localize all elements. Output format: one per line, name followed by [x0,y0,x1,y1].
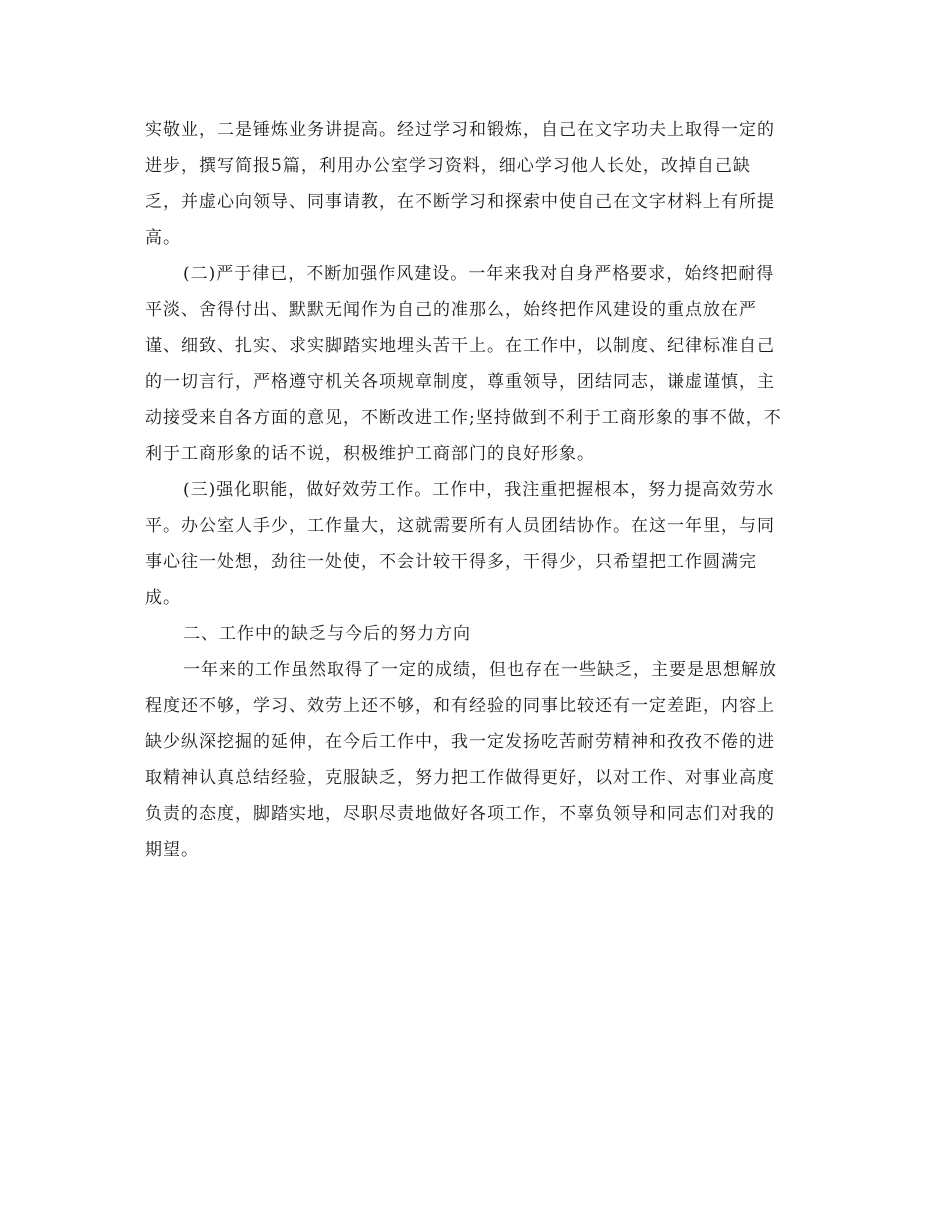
text-line: (二)严于律已，不断加强作风建设。一年来我对自身严格要求，始终把耐得 [183,264,775,284]
document-body [145,112,810,868]
text-line: 谨、细致、扎实、求实脚踏实地埋头苦干上。在工作中，以制度、纪律标准自己 [145,336,775,356]
text-line: 平淡、舍得付出、默默无闻作为自己的准那么，始终把作风建设的重点放在严 [145,300,757,320]
text-line: 事心往一处想，劲往一处使，不会计较干得多，干得少，只希望把工作圆满完 [145,552,757,572]
paragraph-shortcomings [145,652,810,868]
text-line: 利于工商形象的话不说，积极维护工商部门的良好形象。 [145,444,595,464]
text-line: 进步，撰写简报5篇，利用办公室学习资料，细心学习他人长处，改掉自己缺 [145,156,751,176]
heading-line: 二、工作中的缺乏与今后的努力方向 [183,624,471,644]
paragraph-work-style [145,256,810,472]
text-line: 乏，并虚心向领导、同事请教，在不断学习和探索中使自己在文字材料上有所提 [145,192,775,212]
text-line: 的一切言行，严格遵守机关各项规章制度，尊重领导，团结同志，谦虚谨慎，主 [145,372,775,392]
paragraph-writing-skills [145,112,810,256]
text-line: 程度还不够，学习、效劳上还不够，和有经验的同事比较还有一定差距，内容上 [145,696,775,716]
text-line: 平。办公室人手少，工作量大，这就需要所有人员团结协作。在这一年里，与同 [145,516,775,536]
text-line: 期望。 [145,840,199,860]
paragraph-service [145,472,810,616]
text-line: 成。 [145,588,181,608]
text-line: 一年来的工作虽然取得了一定的成绩，但也存在一些缺乏，主要是思想解放 [183,660,777,680]
section-heading [145,616,810,652]
text-line: 动接受来自各方面的意见，不断改进工作;坚持做到不利于工商形象的事不做，不 [145,408,782,428]
text-line: 缺少纵深挖掘的延伸，在今后工作中，我一定发扬吃苦耐劳精神和孜孜不倦的进 [145,732,775,752]
text-line: 高。 [145,228,181,248]
text-line: 负责的态度，脚踏实地，尽职尽责地做好各项工作，不辜负领导和同志们对我的 [145,804,775,824]
text-line: 实敬业，二是锤炼业务讲提高。经过学习和锻炼，自己在文字功夫上取得一定的 [145,120,775,140]
text-line: 取精神认真总结经验，克服缺乏，努力把工作做得更好，以对工作、对事业高度 [145,768,775,788]
text-line: (三)强化职能，做好效劳工作。工作中，我注重把握根本，努力提高效劳水 [183,480,775,500]
